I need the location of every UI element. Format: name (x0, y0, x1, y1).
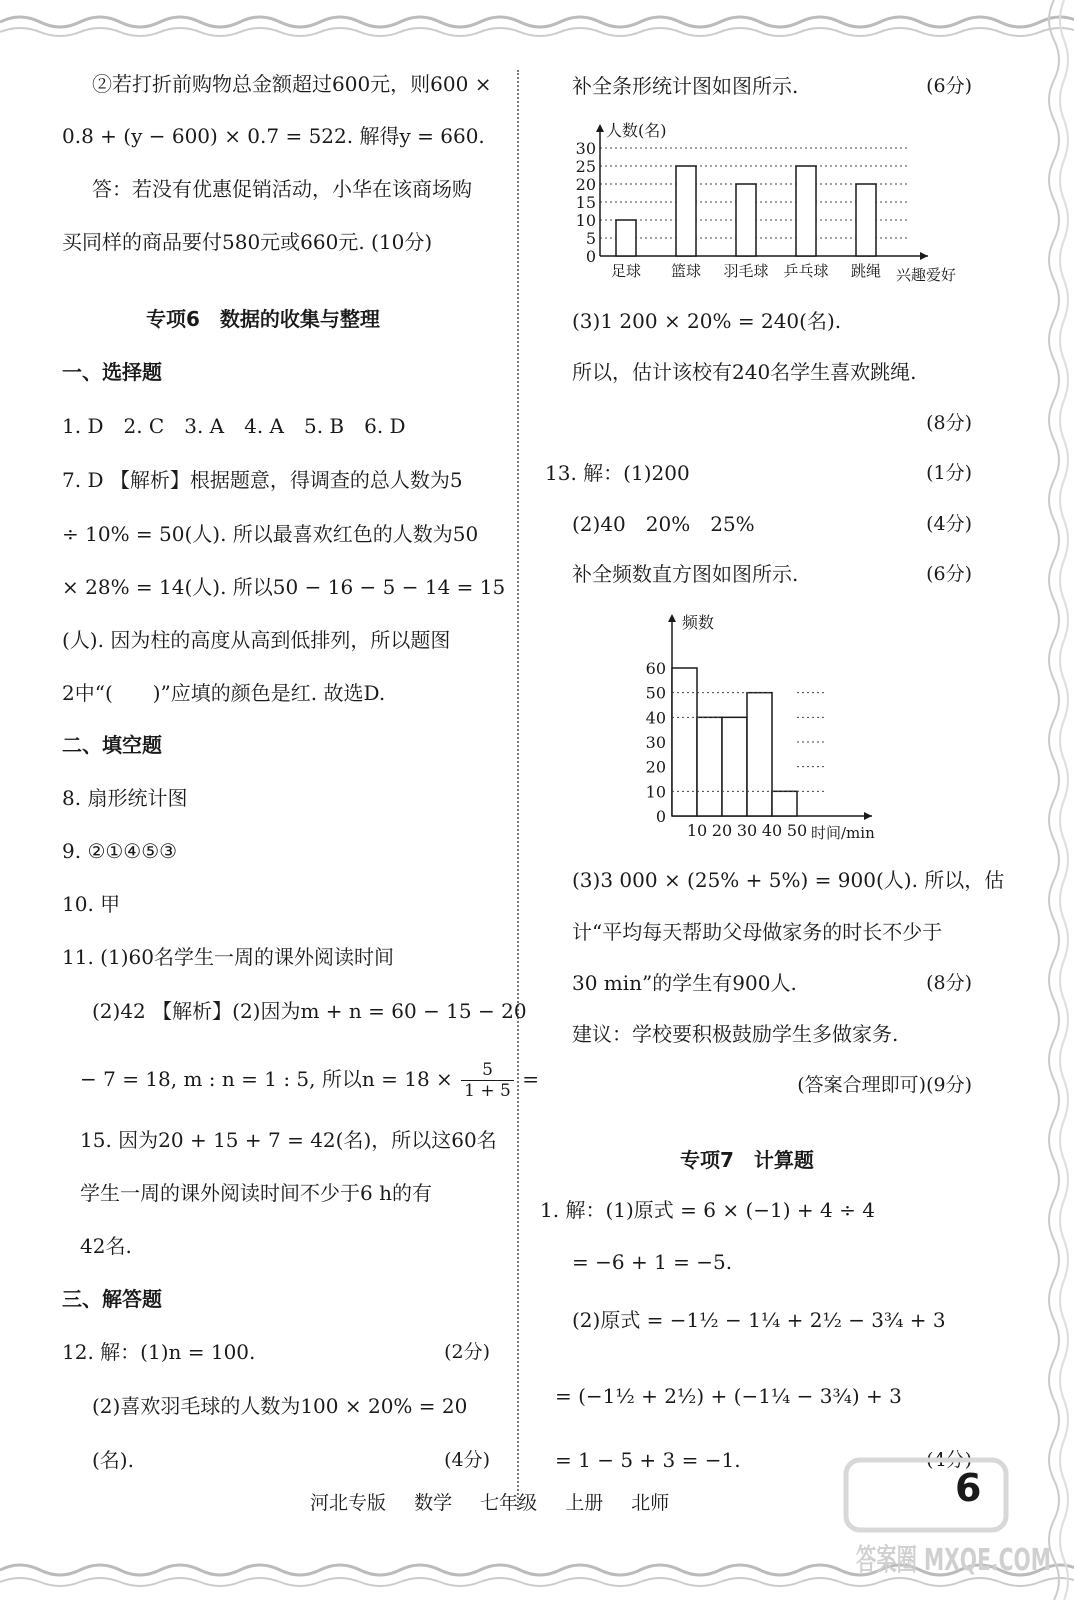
right-line-1: 补全条形统计图如图所示. (572, 74, 799, 98)
q13-line-4: (3)3 000 × (25% + 5%) = 900(人). 所以，估 (572, 868, 1005, 892)
y-tick-label: 20 (645, 757, 666, 777)
y-tick-label: 10 (575, 211, 596, 230)
x-tick-label: 乒乓球 (783, 262, 829, 280)
y-tick-label: 0 (655, 807, 666, 826)
right-line-2: (3)1 200 × 20% = 240(名). (572, 309, 842, 333)
choice-answers: 1. D 2. C 3. A 4. A 5. B 6. D (62, 414, 406, 438)
fill-heading: 二、填空题 (62, 733, 162, 757)
q11-fraction-numerator: 5 (461, 1060, 514, 1081)
q10-answer: 10. 甲 (62, 892, 121, 916)
y-tick-label: 15 (575, 193, 596, 212)
solve-heading: 三、解答题 (62, 1287, 162, 1311)
y-tick-label: 20 (575, 175, 596, 194)
q13-line-6: 30 min”的学生有900人. (572, 971, 797, 995)
y-axis-label: 频数 (682, 613, 715, 632)
bar (796, 166, 816, 256)
x-tick-label: 20 (711, 821, 733, 840)
q7-line-2: ÷ 10% = 50(人). 所以最喜欢红色的人数为50 (62, 522, 479, 546)
x-axis-label: 兴趣爱好 (896, 266, 957, 284)
q13-score-4: (8分) (926, 972, 972, 994)
y-tick-label: 25 (575, 157, 596, 176)
calc2-line-3: = 1 − 5 + 3 = −1. (555, 1448, 741, 1472)
q8-answer: 8. 扇形统计图 (62, 786, 188, 810)
q12-score-1: (2分) (444, 1341, 490, 1363)
watermark-text: 答案圈 MXQE.COM (856, 1543, 1051, 1578)
calc1-line-2: = −6 + 1 = −5. (572, 1250, 733, 1274)
histogram-bar (772, 791, 797, 816)
q11-line-3 (80, 1060, 539, 1101)
footer-subject: 数学 (414, 1492, 453, 1514)
q13-line-3: 补全频数直方图如图所示. (572, 562, 799, 586)
q13-line-2: (2)40 20% 25% (572, 512, 755, 536)
right-score-1: (6分) (926, 75, 972, 97)
bar (616, 220, 636, 256)
q11-line-1: 11. (1)60名学生一周的课外阅读时间 (62, 945, 394, 969)
x-tick-label: 足球 (610, 262, 642, 280)
q12-line-1: 12. 解：(1)n = 100. (62, 1340, 256, 1364)
x-axis-label: 时间/min (811, 824, 875, 842)
calc2-line-2: = (−1½ + 2½) + (−1¼ − 3¾) + 3 (555, 1384, 902, 1408)
y-axis-arrow (596, 124, 604, 132)
q13-score-3: (6分) (926, 563, 972, 585)
x-axis-arrow (864, 812, 872, 820)
bar (676, 166, 696, 256)
q11-line-5: 学生一周的课外阅读时间不少于6 h的有 (80, 1181, 432, 1205)
histogram-bar (672, 668, 697, 816)
q7-line-5: 2中“( )”应填的颜色是红. 故选D. (62, 681, 386, 705)
bar (856, 184, 876, 256)
q11-fraction-denominator: 1 + 5 (464, 1081, 511, 1101)
histogram-bar (747, 693, 772, 816)
right-wave-border (1034, 0, 1074, 1600)
q12-score-2: (4分) (444, 1449, 490, 1471)
q13-line-5: 计“平均每天帮助父母做家务的时长不少于 (572, 920, 943, 944)
q12-line-3: (名). (92, 1448, 134, 1472)
left-line-2: 0.8 + (y − 600) × 0.7 = 522. 解得y = 660. (62, 124, 485, 148)
q13-line-7: 建议：学校要积极鼓励学生多做家务. (572, 1022, 899, 1046)
y-tick-label: 50 (645, 683, 666, 703)
q11-line-6: 42名. (80, 1234, 132, 1258)
y-tick-label: 40 (645, 708, 666, 728)
y-axis-label: 人数(名) (606, 121, 667, 140)
x-tick-label: 50 (786, 821, 808, 840)
footer-volume: 上册 (565, 1492, 604, 1514)
x-tick-label: 篮球 (670, 262, 702, 280)
right-score-2: (8分) (926, 412, 972, 434)
calc2-line-1: (2)原式 = −1½ − 1¼ + 2½ − 3¾ + 3 (572, 1308, 946, 1332)
q13-score-2: (4分) (926, 513, 972, 535)
calc1-line-1: 1. 解：(1)原式 = 6 × (−1) + 4 ÷ 4 (540, 1198, 875, 1222)
x-tick-label: 40 (761, 821, 783, 840)
q11-line-3-text: − 7 = 18, m : n = 1 : 5, 所以n = 18 × (80, 1067, 453, 1091)
y-axis-arrow (668, 614, 676, 622)
y-tick-label: 5 (585, 229, 596, 248)
right-line-3: 所以，估计该校有240名学生喜欢跳绳. (572, 360, 917, 384)
section-6-title: 专项6 数据的收集与整理 (146, 307, 380, 331)
q11-line-2: (2)42 【解析】(2)因为m + n = 60 − 15 − 20 (92, 999, 527, 1023)
footer-edition: 河北专版 (310, 1492, 387, 1514)
left-line-4: 买同样的商品要付580元或660元. (10分) (62, 230, 433, 254)
footer-grade: 七年级 (480, 1492, 538, 1514)
bar-chart-hobbies (560, 118, 980, 288)
column-divider (517, 70, 519, 1510)
y-tick-label: 0 (585, 247, 596, 266)
x-tick-label: 跳绳 (850, 262, 882, 280)
bar (736, 184, 756, 256)
q9-answer: 9. ②①④⑤③ (62, 839, 178, 863)
q11-line-4: 15. 因为20 + 15 + 7 = 42(名)，所以这60名 (80, 1128, 497, 1152)
left-line-1: ②若打折前购物总金额超过600元，则600 × (92, 72, 492, 96)
section-7-title: 专项7 计算题 (680, 1148, 814, 1172)
y-tick-label: 30 (645, 733, 666, 752)
q11-equals: = (522, 1067, 539, 1091)
x-axis-arrow (920, 252, 928, 260)
footer-publisher: 北师 (631, 1492, 670, 1514)
q13-score-1: (1分) (926, 462, 972, 484)
top-wave-border (0, 0, 1074, 44)
calc2-score: (4分) (926, 1449, 972, 1471)
x-tick-label: 10 (686, 821, 708, 840)
q7-line-1: 7. D 【解析】根据题意，得调查的总人数为5 (62, 468, 463, 492)
choice-heading: 一、选择题 (62, 360, 162, 384)
q13-line-8: (答案合理即可)(9分) (797, 1074, 972, 1096)
x-tick-label: 30 (736, 821, 758, 840)
watermark-logo (836, 1450, 1056, 1580)
y-tick-label: 60 (645, 659, 666, 678)
q7-line-3: × 28% = 14(人). 所以50 − 16 − 5 − 14 = 15 (62, 575, 506, 599)
left-line-3: 答：若没有优惠促销活动，小华在该商场购 (92, 177, 472, 201)
y-tick-label: 10 (645, 782, 666, 802)
histogram-bar (722, 717, 747, 816)
histogram-housework-time (630, 608, 910, 844)
histogram-bar (697, 717, 722, 816)
page-footer (310, 1488, 691, 1515)
y-tick-label: 30 (575, 139, 596, 158)
x-tick-label: 羽毛球 (723, 262, 769, 280)
q7-line-4: (人). 因为柱的高度从高到低排列，所以题图 (62, 628, 451, 652)
page-number: 6 (955, 1466, 982, 1510)
q13-line-1: 13. 解：(1)200 (545, 461, 690, 485)
q11-fraction (461, 1060, 514, 1101)
q12-line-2: (2)喜欢羽毛球的人数为100 × 20% = 20 (92, 1394, 468, 1418)
